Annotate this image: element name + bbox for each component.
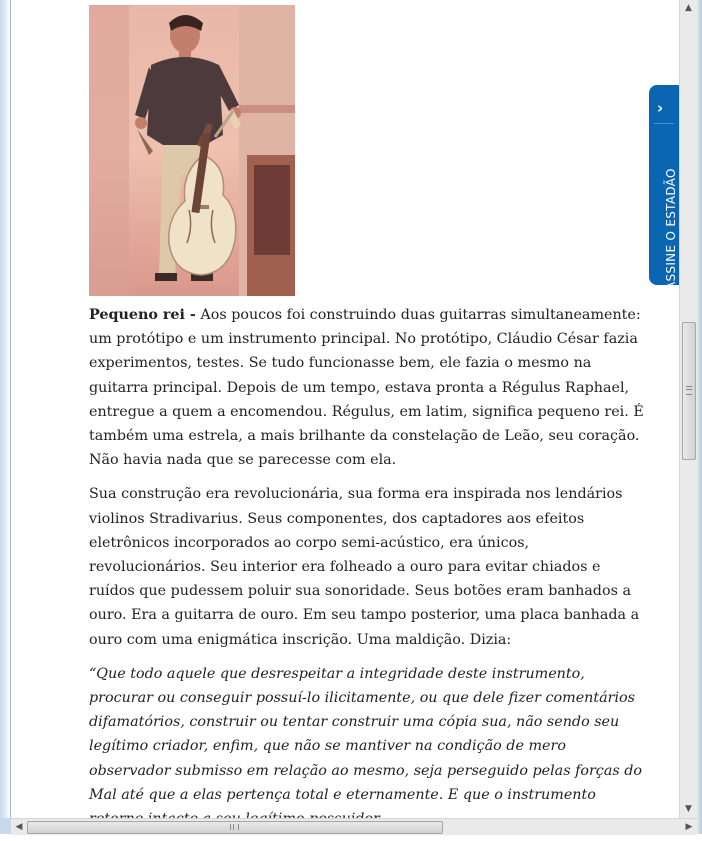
grip-icon — [686, 386, 692, 395]
window-frame-left — [0, 0, 11, 818]
paragraph-pequeno-rei — [89, 303, 644, 472]
vertical-scroll-thumb[interactable] — [682, 322, 696, 460]
grip-icon — [230, 824, 239, 830]
scroll-up-button[interactable]: ▲ — [680, 0, 697, 17]
scroll-left-button[interactable]: ◀ — [15, 822, 23, 832]
window-frame-right — [697, 0, 702, 834]
window-corner — [0, 818, 11, 834]
paragraph-construction: Sua construção era revolucionária, sua forma era inspirada nos lendários violinos Stradivarius. Seus componentes, dos captadores aos efeitos eletrônicos incorporados ao corpo semi-acústico, era únicos, revolucionários. Seu interior era folheado a ouro para evitar chiados e ruídos que pudessem poluir sua sonoridade. Seus botões eram banhados a ouro. Era a guitarra de ouro. Em seu tampo posterior, uma placa banhada a ouro com uma enigmática inscrição. Uma maldição. Dizia: — [89, 486, 640, 648]
vertical-scrollbar[interactable] — [679, 0, 697, 818]
horizontal-scroll-thumb[interactable] — [27, 821, 443, 834]
paragraph-text: Aos poucos foi construindo duas guitarras simultaneamente: um protótipo e um instrumento principal. No protótipo, Cláudio César fazia experimentos, testes. Se tudo funcionasse bem, ele fazia o mesmo na guitarra principal. Depois de um tempo, estava pronta a Régulus Raphael, entregue a quem a encomendou. Régulus, em latim, significa pequeno rei. É também uma estrela, a mais brilhante da constelação de Leão, seu coração. Não havia nada que se parecesse com ela. — [89, 307, 644, 469]
chevron-right-icon: › — [657, 99, 664, 117]
subscribe-tab[interactable] — [649, 85, 679, 290]
scroll-right-button[interactable]: ▶ — [685, 822, 693, 832]
section-heading-pequeno-rei: Pequeno rei - — [89, 307, 196, 323]
guitar-photo — [89, 5, 295, 296]
subscribe-label: ASSINE O ESTADÃO — [664, 168, 678, 290]
scroll-down-button[interactable]: ▼ — [680, 801, 697, 818]
horizontal-scrollbar[interactable] — [11, 818, 697, 835]
article-body — [89, 303, 644, 841]
article-content — [11, 0, 679, 818]
curse-quote: “Que todo aquele que desrespeitar a integridade deste instrumento, procurar ou conseguir possuí-lo ilicitamente, ou que dele fizer comentários difamatórios, construir ou tentar construir uma cópia sua, não sendo seu legítimo criador, enfim, que não se mantiver na condição de mero observador submisso em relação ao mesmo, seja perseguido pelas forças do Mal até que a elas pertença total e eternamente. E que o instrumento — [89, 665, 642, 803]
